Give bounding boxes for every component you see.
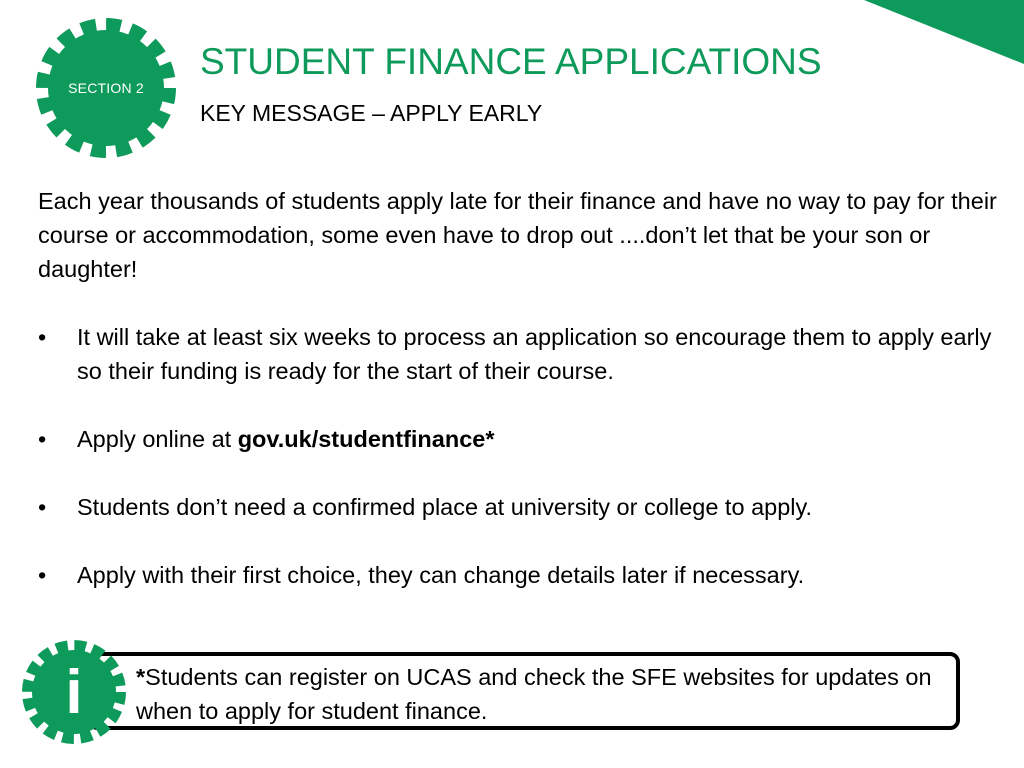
- bullet-text-first-choice: Apply with their first choice, they can change details later if necessary.: [77, 562, 805, 588]
- bullet-marker: •: [38, 324, 47, 350]
- info-gear-badge: [20, 638, 128, 746]
- info-note: [136, 660, 936, 728]
- studentfinance-link[interactable]: gov.uk/studentfinance*: [237, 426, 495, 452]
- info-icon-letter: i: [65, 657, 83, 727]
- list-item: [38, 320, 1008, 388]
- page-title: STUDENT FINANCE APPLICATIONS: [200, 41, 822, 82]
- corner-accent-triangle: [864, 0, 1024, 64]
- bullet-marker: •: [38, 562, 47, 588]
- section-label: SECTION 2: [68, 80, 144, 96]
- bullet-marker: •: [38, 494, 47, 520]
- info-note-text: Students can register on UCAS and check the SFE websites for updates on when to apply for student finance.: [136, 664, 932, 724]
- list-item: [38, 422, 1008, 456]
- bullet-text-processing-time: It will take at least six weeks to process an application so encourage them to apply early so their funding is ready for the start of their course.: [77, 324, 992, 384]
- page-subtitle: KEY MESSAGE – APPLY EARLY: [200, 100, 543, 126]
- info-asterisk: *: [136, 664, 146, 690]
- list-item: [38, 558, 1008, 592]
- intro-paragraph: Each year thousands of students apply late for their finance and have no way to pay for their course or accommodation, some even have to drop out ....don’t let that be your son or daughter!: [38, 188, 997, 282]
- bullet-marker: •: [38, 426, 47, 452]
- section-gear-badge: [34, 16, 178, 160]
- list-item: [38, 490, 1008, 524]
- bullet-text-no-confirmed-place: Students don’t need a confirmed place at university or college to apply.: [77, 494, 813, 520]
- bullet-text-apply-online: Apply online at: [77, 426, 238, 452]
- key-points-list: [38, 320, 1008, 592]
